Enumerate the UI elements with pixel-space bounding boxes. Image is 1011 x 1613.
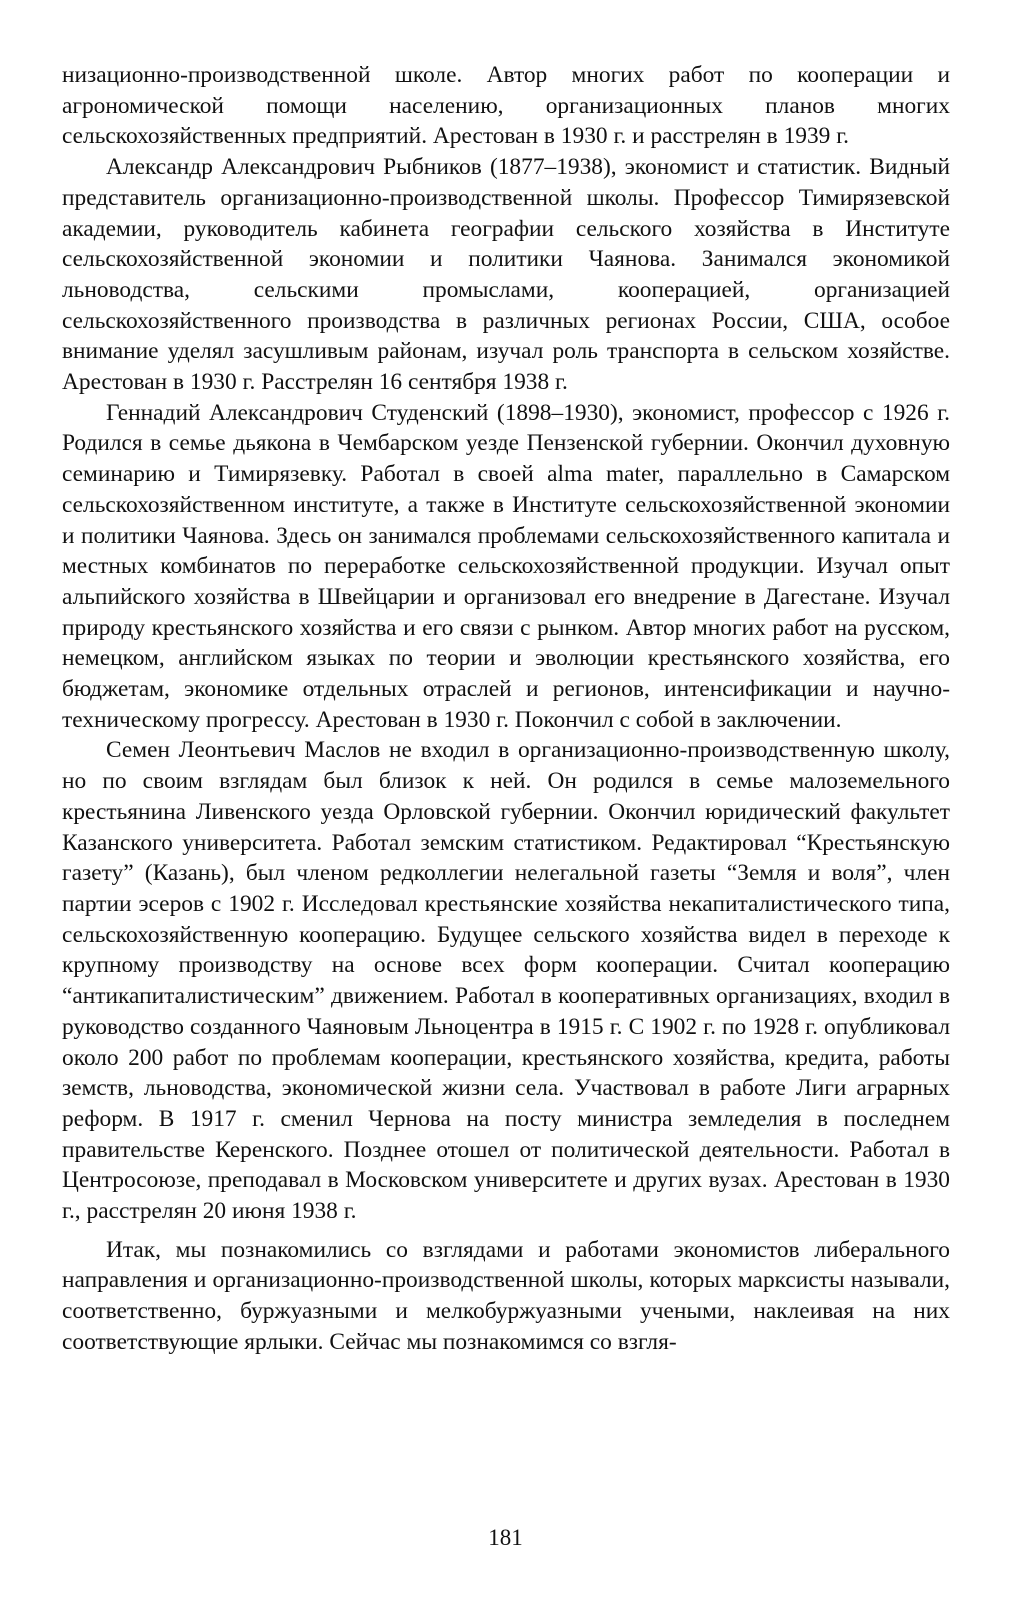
page-number: 181 [488,1525,523,1550]
paragraph-studensky: Геннадий Александрович Студенский (1898–1930), экономист, профессор с 1926 г. Родился в семье дьякона в Чембарском уезде Пензенской губернии. Окончил духовную семинарию и Тимирязевку. Работал в своей alma mater, параллельно в Самарском сельскохозяйственном институте, а также в Институте сельскохозяйственной экономии и политики Чаянова. Здесь он занимался проблемами сельскохозяйственного капитала и местных комбинатов по переработке сельскохозяйственной продукции. Изучал опыт альпийского хозяйства в Швейцарии и организовал его внедрение в Дагестане. Изучал природу крестьянского хозяйства и его связи с рынком. Автор многих работ на русском, немецком, английском языках по теории и эволюции крестьянского хозяйства, его бюджетам, экономике отдельных отраслей и регионов, интенсификации и научно-техническому прогрессу. Арестован в 1930 г. Покончил с собой в заключении. [62,399,950,733]
paragraph-maslov: Семен Леонтьевич Маслов не входил в организационно-производственную школу, но по своим взглядам был близок к ней. Он родился в семье малоземельного крестьянина Ливенского уезда Орловской губернии. Окончил юридический факультет Казанского университета. Работал земским статистиком. Редактировал “Крестьянскую газету” (Казань), был членом редколлегии нелегальной газеты “Земля и воля”, член партии эсеров с 1902 г. Исследовал крестьянские хозяйства некапиталистического типа, сельскохозяйственную кооперацию. Будущее сельского хозяйства видел в переходе к крупному производству на основе всех форм кооперации. Считал кооперацию “антикапиталистическим” движением. Работал в кооперативных организациях, входил в руководство созданного Чаяновым Льноцентра в 1915 г. С 1902 г. по 1928 г. опубликовал около 200 работ по проблемам кооперации, крестьянского хозяйства, кредита, работы земств, льноводства, экономической жизни села. Участвовал в работе Лиги аграрных реформ. В 1917 г. сменил Чернова на посту министра земледелия в последнем правительстве Керенского. Позднее отошел от политической деятельности. Работал в Центросоюзе, преподавал в Московском университете и других вузах. Арестован в 1930 г., расстрелян 20 июня 1938 г. [62,737,950,1225]
paragraph-continuation: низационно-производственной школе. Автор многих работ по кооперации и агрономической помощи населению, организационных планов многих сельскохозяйственных предприятий. Арестован в 1930 г. и расстрелян в 1939 г. [62,62,950,150]
paragraph-rybnikov: Александр Александрович Рыбников (1877–1938), экономист и статистик. Видный представитель организационно-производственной школы. Профессор Тимирязевской академии, руководитель кабинета географии сельского хозяйства в Институте сельскохозяйственной экономии и политики Чаянова. Занимался экономикой льноводства, сельскими промыслами, кооперацией, организацией сельскохозяйственного производства в различных регионах России, США, особое внимание уделял засушливым районам, изучал роль транспорта в сельском хозяйстве. Арестован в 1930 г. Расстрелян 16 сентября 1938 г. [62,154,950,396]
page-body [62,60,950,1358]
paragraph-conclusion: Итак, мы познакомились со взглядами и работами экономистов либерального направления и организационно-производственной школы, которых марксисты называли, соответственно, буржуазными и мелкобуржуазными учеными, наклеивая на них соответствующие ярлыки. Сейчас мы познакомимся со взгля- [62,1236,950,1355]
